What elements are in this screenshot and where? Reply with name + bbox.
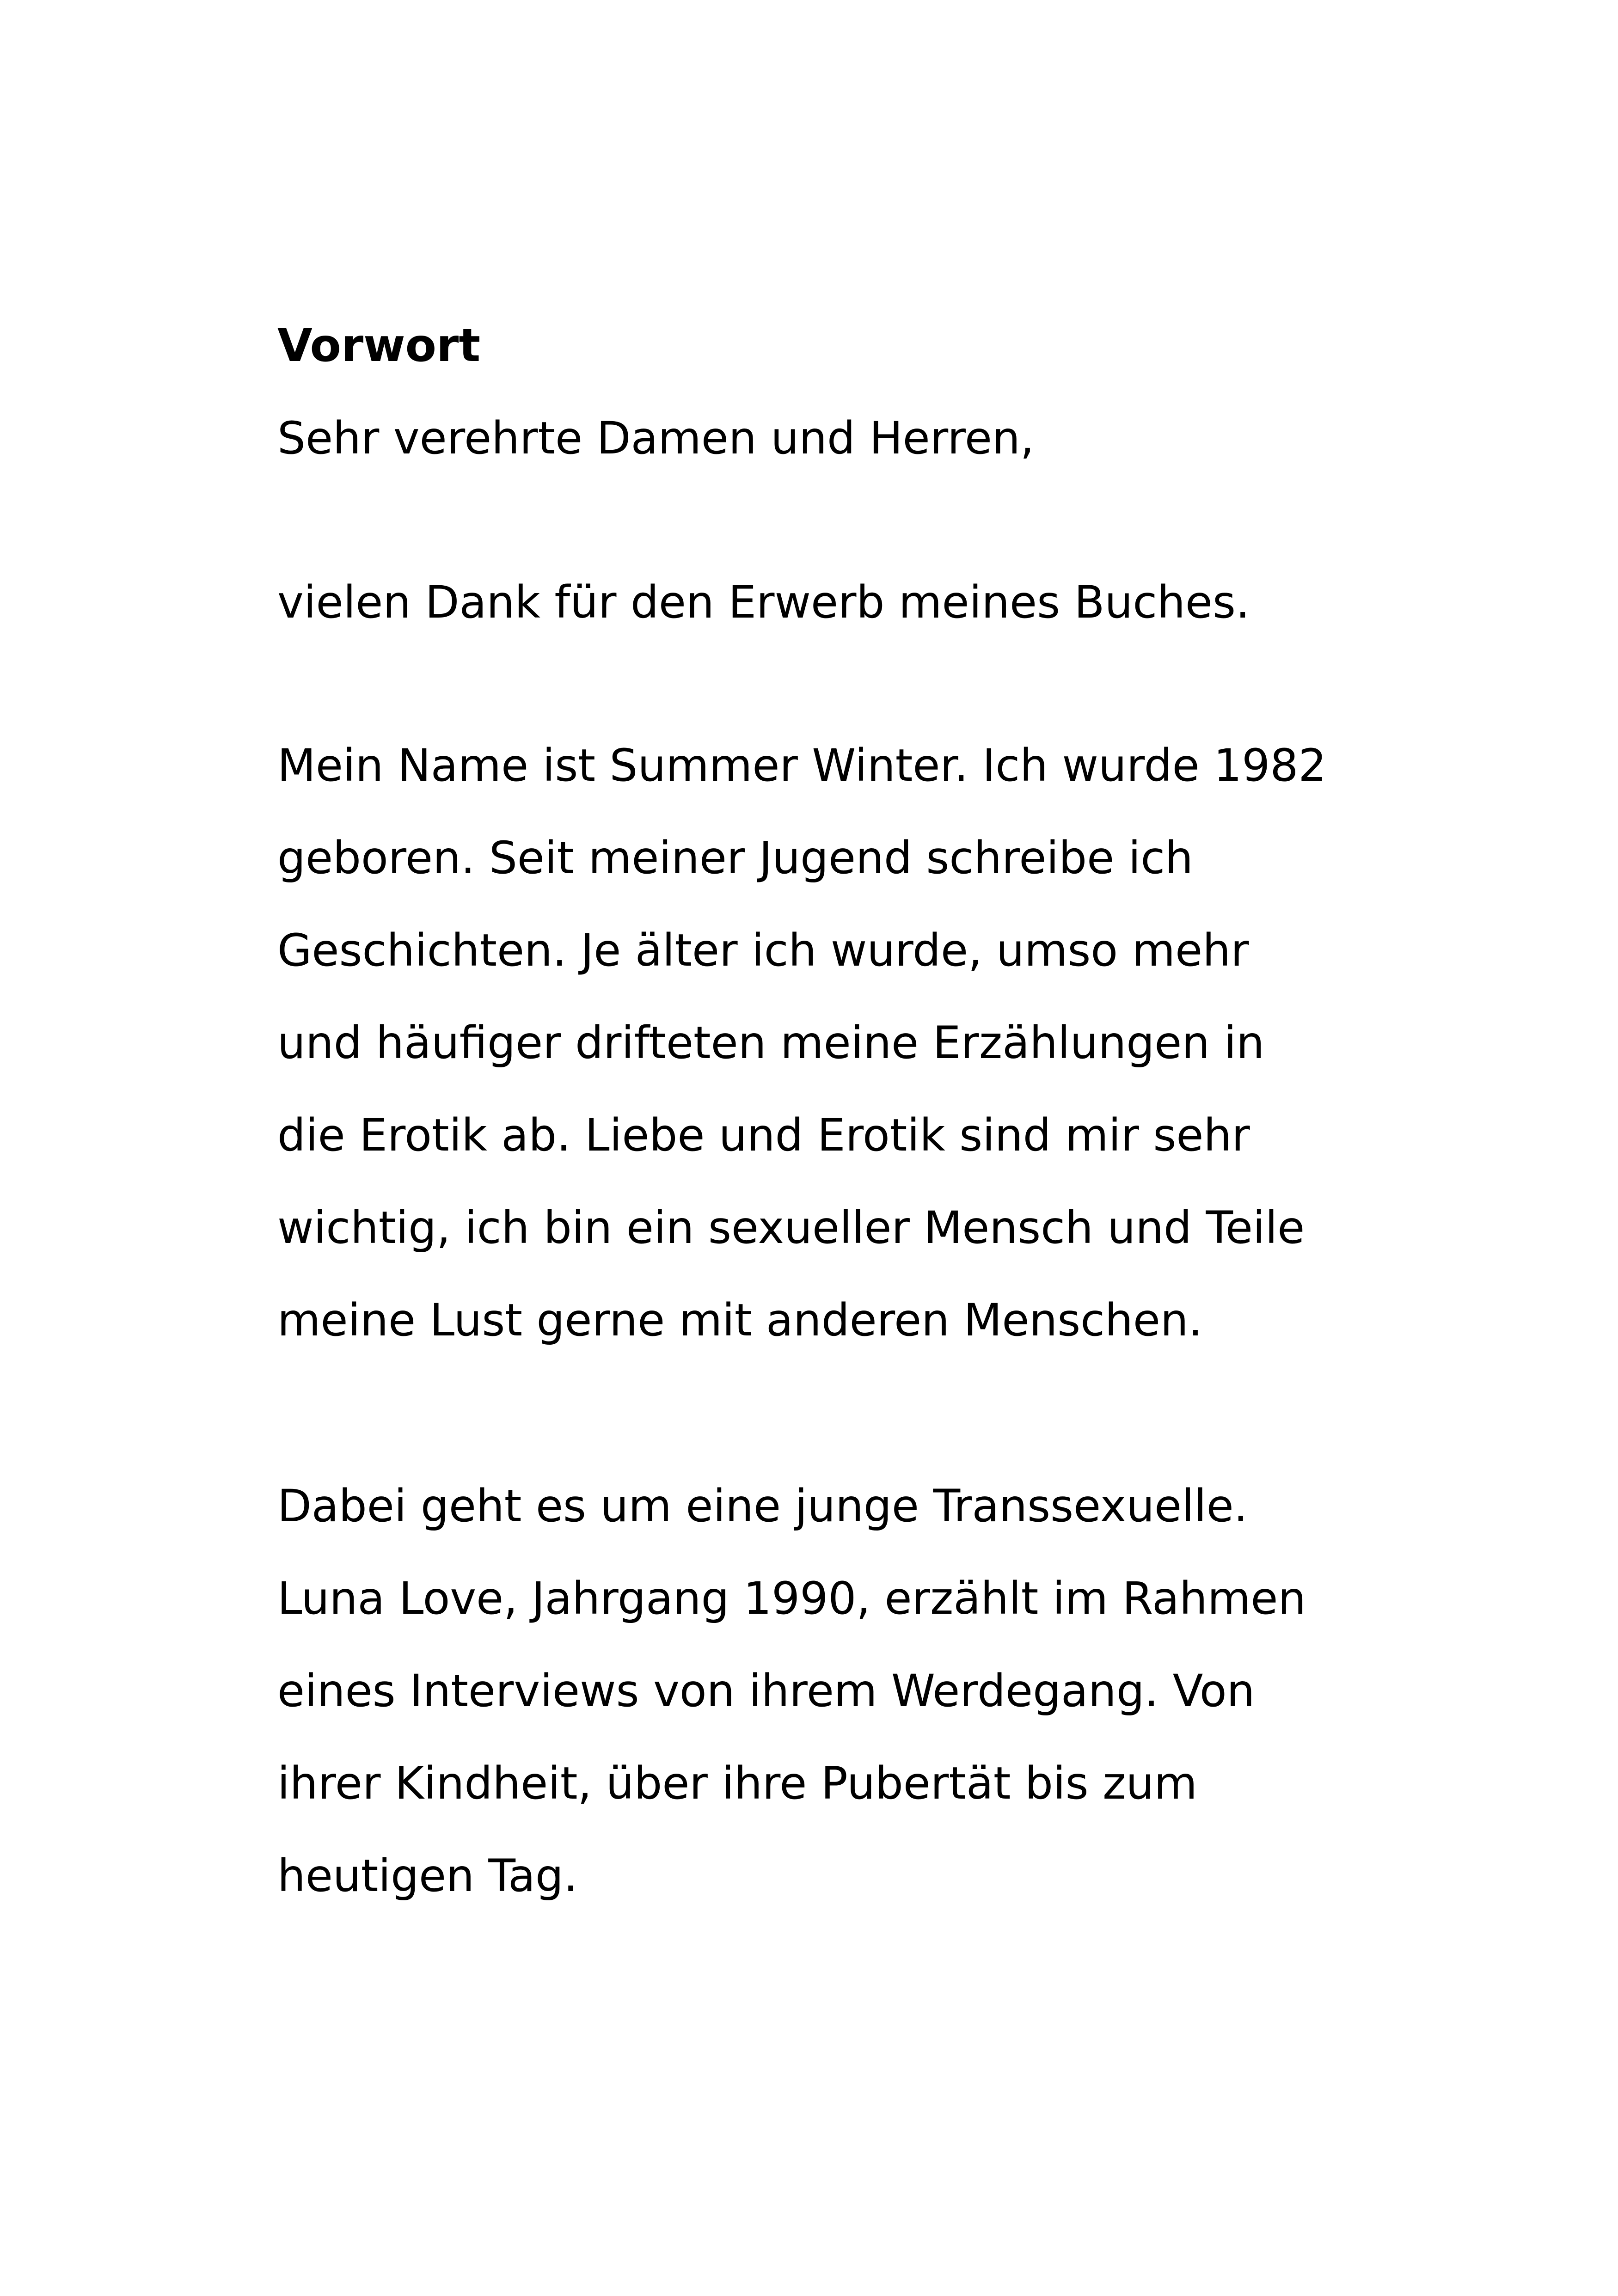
paragraph-line: ihrer Kindheit, über ihre Pubertät bis zum: [277, 1757, 1197, 1809]
paragraph-line: Geschichten. Je älter ich wurde, umso mehr: [277, 925, 1249, 976]
paragraph-line: vielen Dank für den Erwerb meines Buches.: [277, 576, 1250, 628]
paragraph-line: und häufiger drifteten meine Erzählungen in: [277, 1017, 1265, 1069]
paragraph-line: Luna Love, Jahrgang 1990, erzählt im Rahmen: [277, 1573, 1306, 1624]
paragraph-line: meine Lust gerne mit anderen Menschen.: [277, 1294, 1203, 1346]
page-heading: Vorwort: [277, 319, 481, 372]
paragraph-line: eines Interviews von ihrem Werdegang. Von: [277, 1665, 1255, 1717]
paragraph-line: Mein Name ist Summer Winter. Ich wurde 1982: [277, 740, 1327, 791]
paragraph-line: die Erotik ab. Liebe und Erotik sind mir sehr: [277, 1109, 1250, 1161]
paragraph-line: geboren. Seit meiner Jugend schreibe ich: [277, 832, 1193, 884]
paragraph-line: wichtig, ich bin ein sexueller Mensch und Teile: [277, 1202, 1305, 1254]
paragraph-line: Dabei geht es um eine junge Transsexuelle.: [277, 1480, 1248, 1532]
salutation: Sehr verehrte Damen und Herren,: [277, 412, 1035, 464]
paragraph-line: heutigen Tag.: [277, 1850, 578, 1902]
